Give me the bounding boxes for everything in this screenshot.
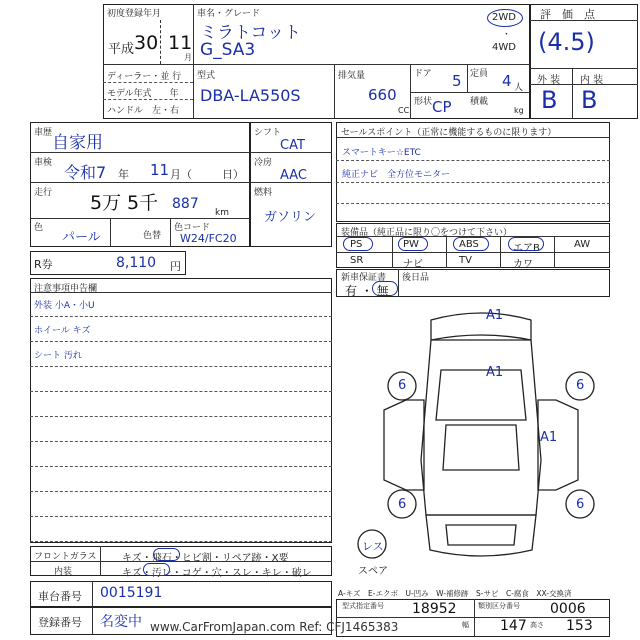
model-year-label: モデル年式 年: [107, 89, 179, 99]
shape-label: 形状: [414, 97, 433, 107]
airbag-circle: [508, 237, 544, 251]
displacement-label: 排気量: [338, 71, 366, 81]
recycle-label: R券: [34, 258, 53, 271]
warranty-circle: [372, 281, 398, 296]
height-value: 153: [566, 618, 593, 634]
spare-text: レス: [362, 540, 384, 553]
rear-item-label: 後日品: [402, 273, 430, 283]
equipment-item: TV: [459, 255, 472, 266]
width-label: 幅: [462, 621, 469, 629]
inspection-year-unit: 年: [118, 168, 129, 181]
fuel-label: 燃料: [254, 188, 273, 198]
month-unit: 月: [184, 53, 192, 62]
vehicle-no: 0015191: [100, 585, 163, 601]
interior-label: 内 装: [580, 75, 604, 86]
rear-bumper: [426, 515, 536, 556]
note-line: 外装 小A・小U: [34, 301, 95, 311]
note-line: シート 汚れ: [34, 351, 82, 361]
front-bumper: [431, 313, 531, 340]
aircon: AAC: [280, 168, 307, 183]
shift: CAT: [280, 138, 305, 153]
mark-1: A1: [486, 308, 504, 323]
recycle-amount: 8,110: [116, 255, 157, 271]
equipment-item: SR: [350, 255, 364, 266]
eval-label: 評 価 点: [540, 8, 595, 21]
recycle-box: [30, 251, 186, 275]
mark-7: 6: [576, 497, 585, 512]
mark-4: 6: [398, 378, 407, 393]
mileage-label: 走行: [34, 188, 53, 198]
shape: CP: [432, 98, 452, 116]
capacity-label: 定員: [470, 69, 489, 79]
displacement: 660: [368, 86, 397, 104]
ps-circle: [343, 237, 373, 251]
inspection-month: 11: [150, 161, 170, 179]
equipment-item: ナビ: [403, 259, 423, 270]
sales-label: セールスポイント（正常に機能するものに限ります）: [341, 128, 557, 138]
first-reg-label: 初度登録年月: [107, 9, 162, 19]
interior-options: キズ・汚レ・コゲ・穴・スレ・キレ・破レ: [122, 568, 312, 579]
warranty-value: 有 ・ 無: [345, 284, 389, 298]
shift-label: シフト: [254, 128, 282, 138]
note-line: ホイール キズ: [34, 326, 91, 336]
aircon-label: 冷房: [254, 158, 273, 168]
color-code-label: 色コード: [174, 223, 211, 233]
type-spec: 18952: [412, 601, 457, 617]
equipment-label: 装備品（純正品に限り〇をつけて下さい）: [341, 228, 513, 238]
drive-dot: ・: [502, 30, 512, 40]
width-value: 147: [500, 618, 527, 634]
usage-value: 自家用: [52, 133, 103, 153]
pw-circle: [398, 237, 428, 251]
inspection-label: 車検: [34, 158, 53, 168]
header-box: [103, 4, 530, 119]
fuel: ガソリン: [264, 210, 317, 225]
sales-line-2: 純正ナビ 全方位モニター: [342, 170, 451, 180]
mark-5: 6: [576, 378, 585, 393]
equipment-item: PS: [350, 239, 363, 250]
doors: 5: [452, 72, 462, 90]
front-glass-label: フロントガラス: [34, 552, 97, 562]
drive-4wd: 4WD: [492, 42, 516, 53]
stain-circle: [143, 563, 170, 576]
color-change-label: 色替: [143, 231, 162, 241]
mileage-10k: 5万: [90, 192, 122, 214]
usage-label: 車歴: [34, 128, 53, 138]
color-code: W24/FC20: [180, 232, 237, 245]
equipment-item: カワ: [513, 259, 533, 270]
inspection-era: 令和7: [64, 163, 107, 182]
front-glass-options: キズ・飛石・ヒビ割・リペア跡・X要: [122, 553, 289, 564]
equipment-item: AW: [574, 239, 591, 250]
exterior-label: 外 装: [537, 75, 561, 86]
equipment-item: エアB: [513, 243, 540, 254]
class-label: 類別区分番号: [478, 602, 520, 610]
interior-grade: B: [581, 86, 598, 114]
model-code: DBA-LA550S: [200, 86, 301, 105]
inspection-day-unit: 日）: [222, 168, 244, 181]
reg-year: 30: [134, 32, 159, 54]
cc-unit: CC: [398, 106, 410, 115]
capacity: 4: [502, 72, 512, 90]
capacity-unit: 人: [514, 83, 524, 93]
mark-2: A1: [486, 365, 504, 380]
equipment-item: ABS: [459, 239, 479, 250]
mark-3: A1: [540, 430, 558, 445]
kg-unit: kg: [514, 106, 524, 115]
spare-label: スペア: [358, 566, 388, 577]
mark-6: 6: [398, 497, 407, 512]
eval-score: (4.5): [538, 28, 595, 56]
abs-circle: [453, 237, 489, 251]
car-name: ミラトコット: [200, 23, 301, 43]
left-side-profile: [384, 400, 424, 490]
watermark: www.CarFromJapan.com Ref: CFJ1465383: [150, 620, 399, 634]
damage-legend: A-キズ E-エクボ U-凹み W-補修跡 S-サビ C-腐食 XX-交換済: [338, 589, 572, 598]
notes-box: [30, 278, 332, 543]
equipment-item: PW: [403, 239, 419, 250]
color-label: 色: [34, 223, 44, 233]
sales-line-1: スマートキー☆ETC: [342, 148, 421, 158]
car-name-label: 車名・グレード: [197, 9, 261, 19]
height-label: 高さ: [530, 621, 544, 629]
color-value: パール: [62, 230, 101, 245]
mileage-1k: 5千: [127, 192, 159, 214]
door-label: ドア: [414, 69, 432, 79]
stone-chip-circle: [153, 548, 180, 561]
era: 平成: [108, 42, 135, 57]
car-grade: G_SA3: [200, 40, 256, 60]
notes-label: 注意事項申告欄: [34, 284, 98, 294]
inspection-month-unit: 月（: [170, 168, 192, 181]
bottom-interior-label: 内装: [54, 567, 73, 577]
reg-no-label: 登録番号: [38, 616, 82, 629]
load-label: 積載: [470, 97, 489, 107]
reg-month: 11: [168, 32, 193, 54]
type-spec-label: 型式指定番号: [342, 602, 384, 610]
km-unit: km: [215, 208, 229, 218]
dealer-label: ディーラー・並 行: [107, 72, 182, 82]
drive-2wd: 2WD: [492, 12, 516, 23]
warranty-label: 新車保証書: [341, 273, 387, 283]
type-label: 型式: [197, 71, 216, 81]
handle-label: ハンドル 左・右: [107, 106, 180, 116]
class-no: 0006: [550, 601, 586, 617]
vehicle-no-label: 車台番号: [38, 590, 82, 603]
right-side-profile: [538, 400, 578, 490]
exterior-grade: B: [541, 86, 558, 114]
car-body-top: [421, 340, 541, 515]
mileage-rest: 887: [172, 196, 199, 212]
recycle-unit: 円: [170, 260, 181, 273]
reg-no: 名変中: [100, 614, 142, 630]
